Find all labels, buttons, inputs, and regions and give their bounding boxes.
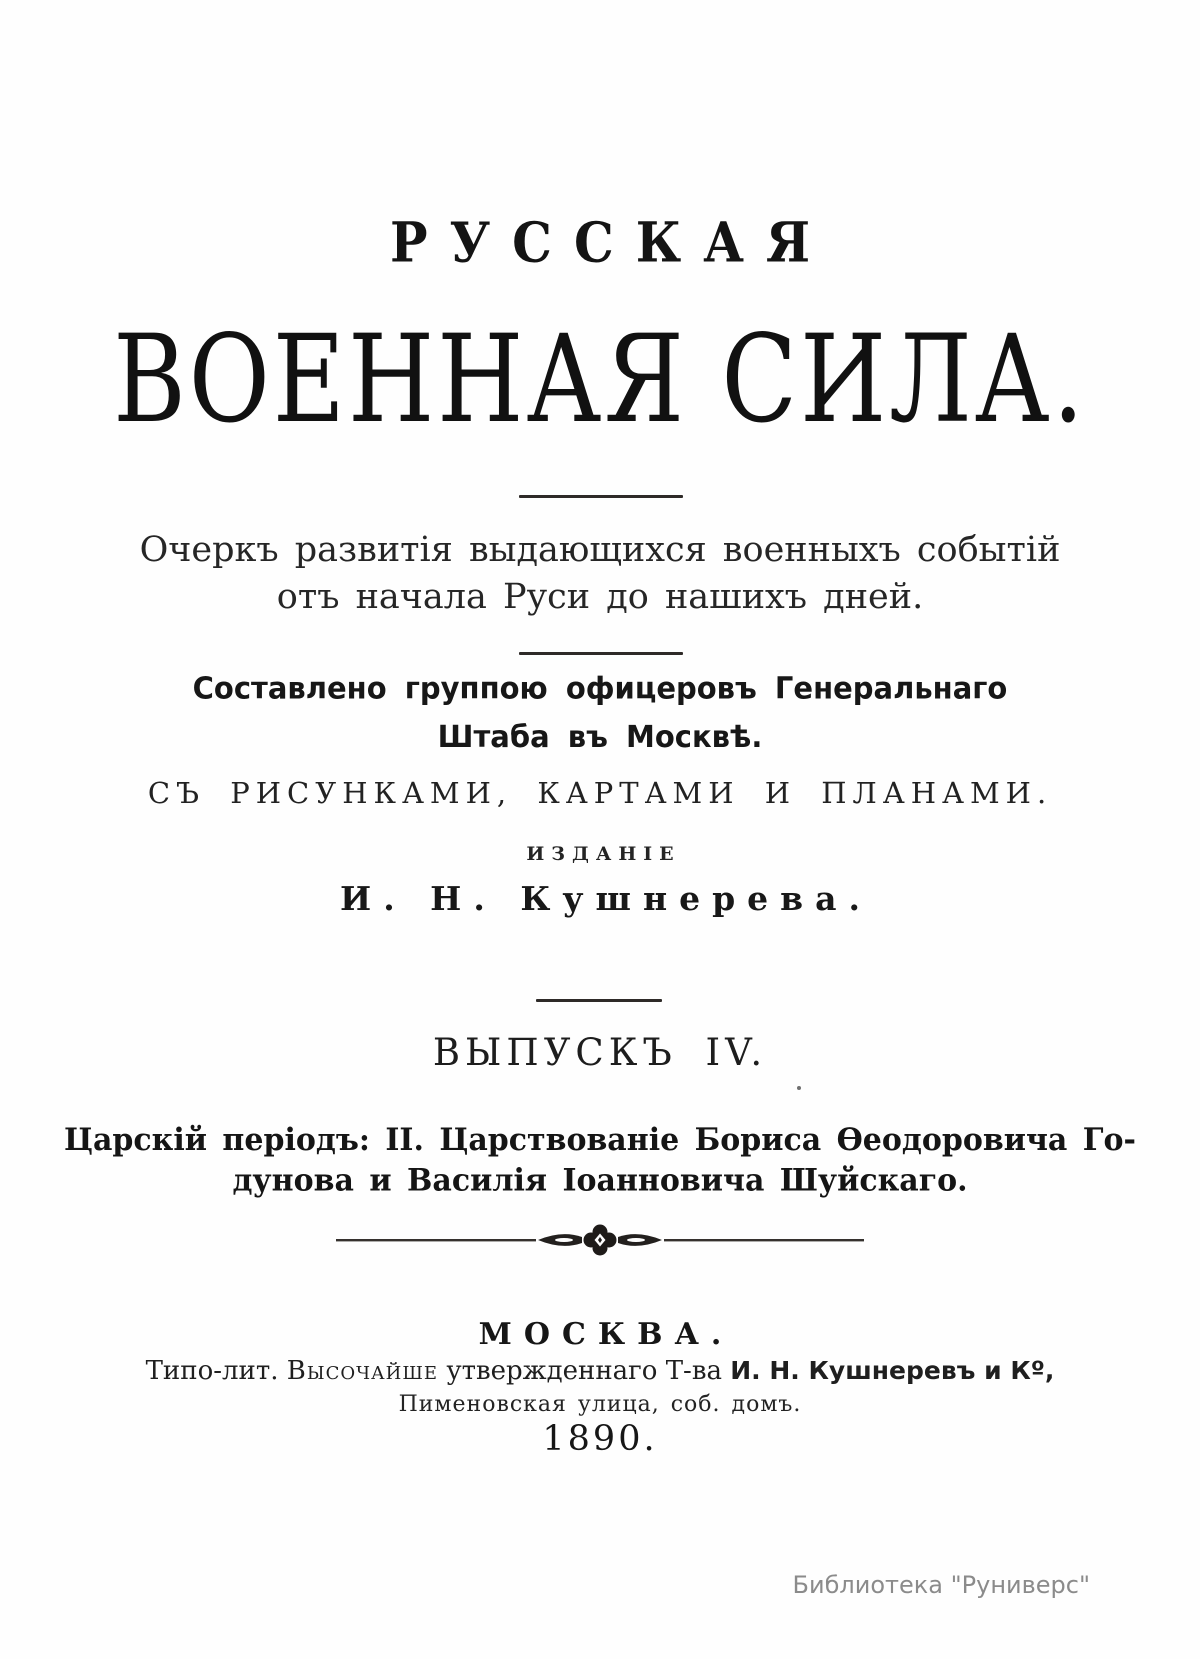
compiled-by [0, 664, 1200, 761]
imprint-address: Пименовская улица, соб. домъ. [398, 1392, 802, 1417]
publisher-name: И. Н. Кушнерева. [340, 879, 872, 918]
main-title: ВОЕННАЯ СИЛА. [113, 310, 1087, 451]
issue-subject-line-1: Царскій періодъ: II. Царствованіе Бориса Ѳеодоровича Го- [64, 1122, 1136, 1159]
runivers-library-watermark: Библиотека "Руниверс" [792, 1571, 1090, 1599]
edition-label: ИЗДАНІЕ [526, 843, 681, 865]
subtitle-line-1: Очеркъ развитія выдающихся военныхъ событій [139, 530, 1061, 570]
divider-rule-middle [519, 652, 683, 655]
compiled-line-1: Составлено группою офицеровъ Генеральнаго [192, 670, 1008, 706]
subtitle-line-2: отъ начала Руси до нашихъ дней. [276, 577, 924, 617]
issue-subject [0, 1120, 1200, 1201]
divider-rule-top [519, 495, 683, 498]
imprint-printer-line [0, 1356, 1200, 1386]
ornament-divider [330, 1224, 870, 1256]
imprint-year: 1890. [542, 1419, 658, 1459]
scan-artifact-speck [797, 1086, 801, 1090]
printer-smallcaps: Высочайше [286, 1356, 439, 1386]
printer-company: И. Н. Кушнеревъ и Кº, [730, 1356, 1055, 1385]
printer-prefix: Типо-лит. [145, 1356, 287, 1386]
series-title: РУССКАЯ [389, 210, 833, 275]
divider-rule-publisher [536, 999, 662, 1002]
subtitle [0, 527, 1200, 621]
illustrations-note: СЪ РИСУНКАМИ, КАРТАМИ И ПЛАНАМИ. [147, 776, 1053, 810]
issue-label: ВЫПУСКЪ IV. [432, 1031, 768, 1074]
imprint-city: МОСКВА. [478, 1317, 734, 1352]
issue-subject-line-2: дунова и Василія Іоанновича Шуйскаго. [232, 1162, 968, 1200]
compiled-line-2: Штаба въ Москвѣ. [437, 718, 763, 755]
printer-suffix: утвержденнаго Т-ва [438, 1356, 731, 1386]
